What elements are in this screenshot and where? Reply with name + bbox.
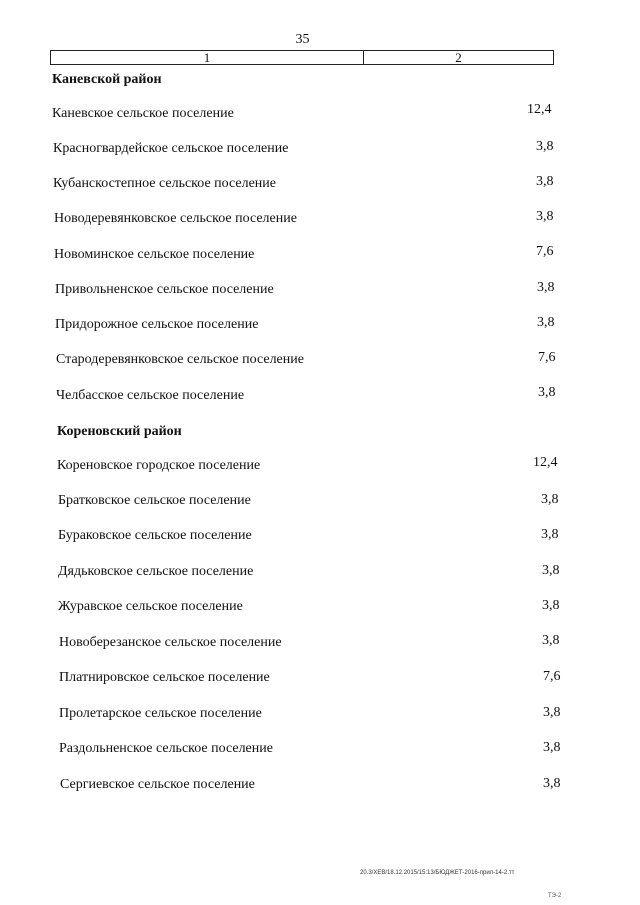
- table-row: [59, 635, 564, 655]
- footer-file-path: 20.3/ХЕВ/18.12.2015/15:13/БЮДЖЕТ-2016-прил-14-2.тт: [360, 870, 515, 876]
- district-heading: Каневской район: [52, 72, 162, 87]
- settlement-name: Сергиевское сельское поселение: [60, 777, 255, 792]
- table-row: [52, 102, 557, 126]
- table-row: [58, 564, 563, 584]
- page-number: 35: [295, 32, 310, 47]
- settlement-value: 3,8: [543, 740, 561, 755]
- settlement-value: 3,8: [542, 563, 560, 578]
- table-row: [57, 455, 562, 478]
- settlement-name: Раздольненское сельское поселение: [59, 741, 273, 756]
- settlement-value: 3,8: [542, 633, 560, 648]
- settlement-value: 7,6: [543, 669, 561, 684]
- settlement-value: 3,8: [538, 385, 556, 400]
- table-row: [60, 777, 565, 797]
- settlement-name: Красногвардейское сельское поселение: [53, 141, 289, 156]
- settlement-name: Новоберезанское сельское поселение: [59, 635, 282, 650]
- settlement-name: Привольненское сельское поселение: [55, 282, 274, 297]
- settlement-name: Пролетарское сельское поселение: [59, 706, 262, 721]
- settlement-value: 7,6: [536, 244, 554, 259]
- settlement-value: 3,8: [536, 209, 554, 224]
- district-heading: Кореновский район: [57, 424, 182, 439]
- table-row: [58, 493, 563, 513]
- settlement-name: Стародеревянковское сельское поселение: [56, 352, 304, 367]
- settlement-value: 7,6: [538, 350, 556, 365]
- settlement-value: 3,8: [541, 527, 559, 542]
- table-row: [59, 670, 564, 690]
- settlement-value: 3,8: [537, 280, 555, 295]
- table-row: [53, 176, 558, 196]
- settlement-name: Дядьковское сельское поселение: [58, 564, 254, 579]
- table-row: [59, 706, 564, 726]
- settlement-value: 3,8: [536, 174, 554, 189]
- table-row: [55, 282, 560, 302]
- table-row: [58, 599, 563, 619]
- table-row: [54, 244, 559, 267]
- settlement-value: 3,8: [543, 776, 561, 791]
- table-row: [58, 528, 563, 548]
- settlement-name: Новоминское сельское поселение: [54, 247, 255, 262]
- settlement-name: Кубанскостепное сельское поселение: [53, 176, 276, 191]
- column-header-2: 2: [364, 51, 554, 65]
- table-row: [53, 141, 558, 161]
- table-row: [56, 352, 561, 372]
- settlement-value: 3,8: [542, 598, 560, 613]
- settlement-value: 3,8: [541, 492, 559, 507]
- table-row: [54, 211, 559, 231]
- column-header-1: 1: [51, 51, 364, 65]
- settlement-value: 3,8: [543, 705, 561, 720]
- settlement-name: Журавское сельское поселение: [58, 599, 243, 614]
- settlement-name: Бураковское сельское поселение: [58, 528, 252, 543]
- settlement-name: Каневское сельское поселение: [52, 106, 234, 121]
- settlement-value: 3,8: [536, 139, 554, 154]
- settlement-value: 12,4: [527, 102, 552, 117]
- settlement-name: Придорожное сельское поселение: [55, 317, 259, 332]
- corner-mark: ТЭ-2: [548, 893, 562, 899]
- settlement-name: Братковское сельское поселение: [58, 493, 251, 508]
- settlement-value: 3,8: [537, 315, 555, 330]
- settlement-name: Новодеревянковское сельское поселение: [54, 211, 297, 226]
- table-row: [56, 385, 561, 408]
- settlement-name: Челбасское сельское поселение: [56, 388, 245, 403]
- settlement-value: 12,4: [533, 455, 558, 470]
- settlement-name: Платнировское сельское поселение: [59, 670, 270, 685]
- table-row: [59, 741, 564, 761]
- table-header: [50, 50, 554, 65]
- table-row: [55, 317, 560, 337]
- settlement-name: Кореновское городское поселение: [57, 458, 261, 473]
